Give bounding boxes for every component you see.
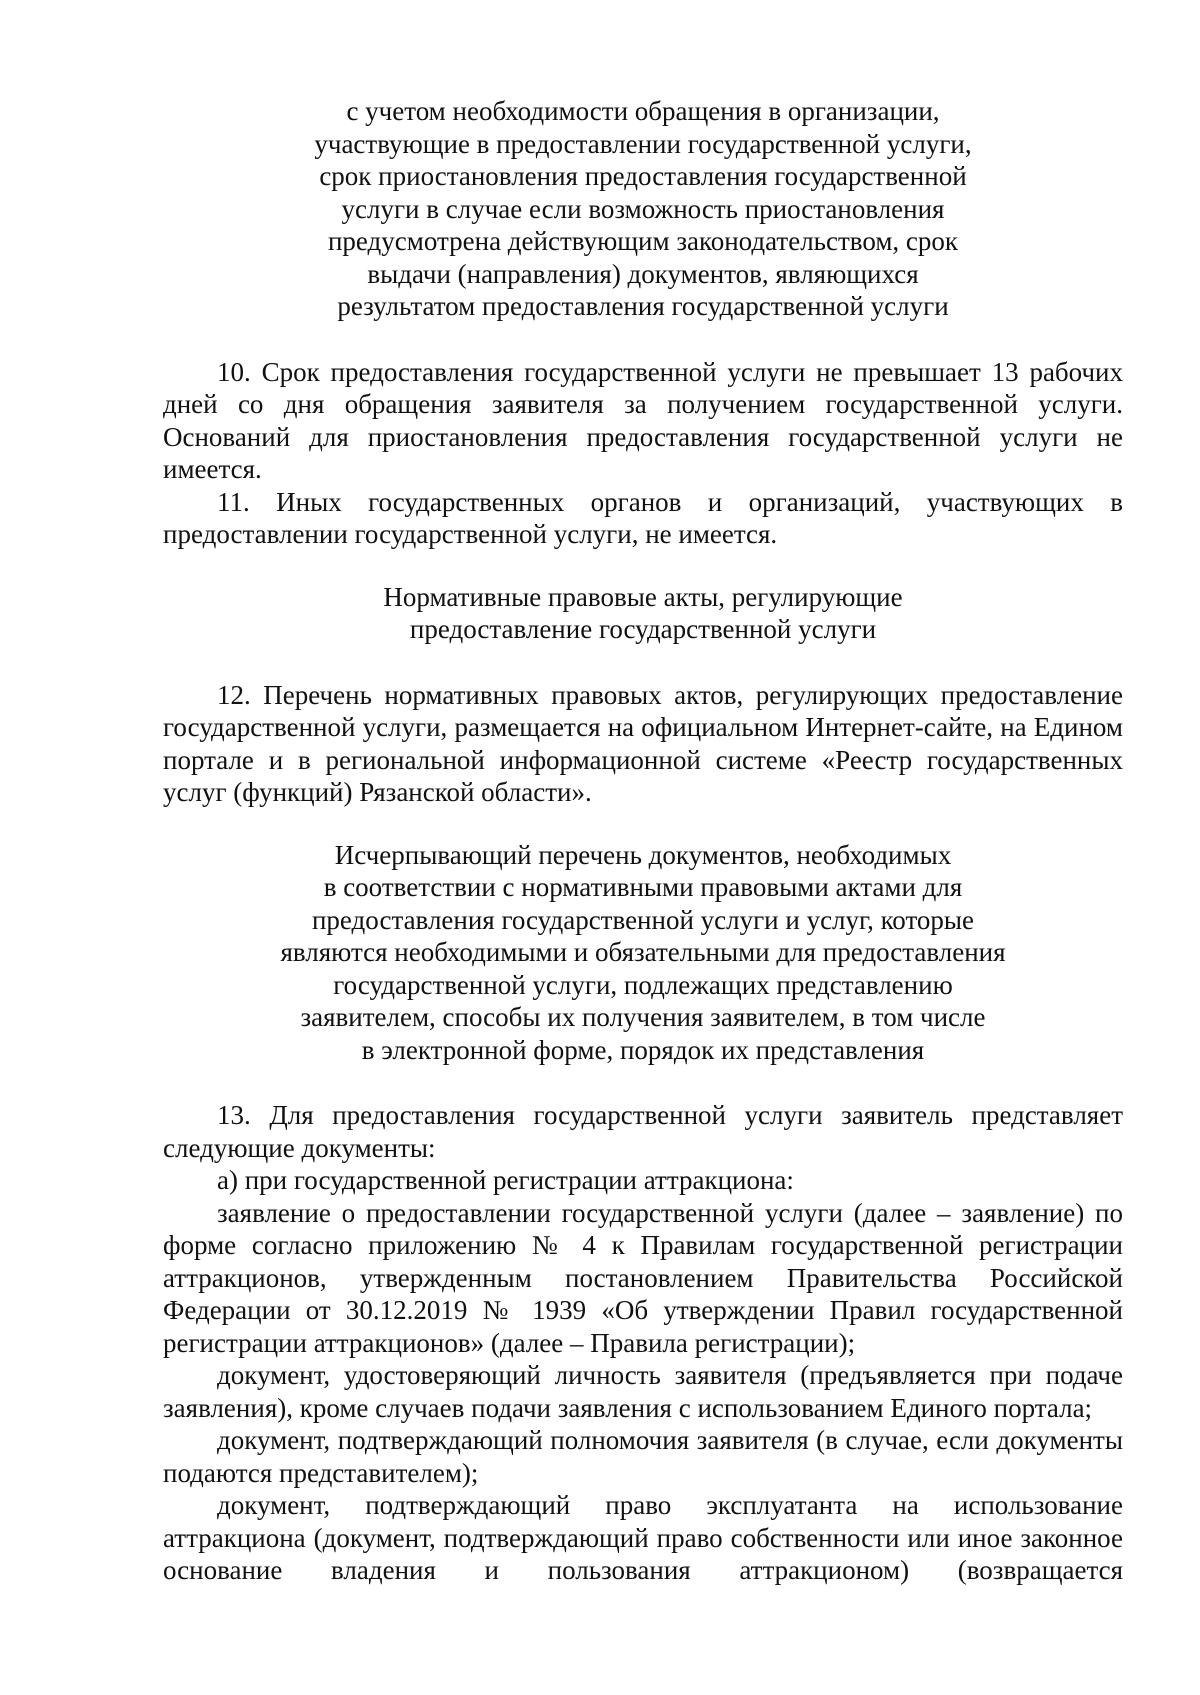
paragraph-10: 10. Срок предоставления государственной услуги не превышает 13 рабочих дней со дня обращения заявителя за получением государственной услуги. Оснований для приостановления предоставления государственной услуги не имеется. (163, 356, 1123, 484)
heading-line: предоставление государственной услуги (409, 614, 877, 644)
heading-line: Нормативные правовые акты, регулирующие (383, 581, 903, 612)
paragraph-13-a-application: заявление о предоставлении государственной услуги (далее – заявление) по форме согласно приложению № 4 к Правилам государственной регистрации аттракционов, утвержденным постановлением Правительства Российской Федерации от 30.12.2019 № 1939 «Об утверждении Правил государственной регистрации аттракционов» (далее – Правила регистрации); (163, 1197, 1123, 1358)
section-heading-legal-acts (163, 581, 1123, 646)
heading-line: заявителем, способы их получения заявителем, в том числе (300, 1002, 986, 1032)
section-heading-terms (163, 95, 1123, 323)
paragraph-11: 11. Иных государственных органов и организаций, участвующих в предоставлении государственной услуги, не имеется. (163, 486, 1123, 549)
heading-line: услуги в случае если возможность приостановления (341, 193, 945, 224)
heading-line: предоставления государственной услуги и услуг, которые (311, 904, 975, 935)
paragraph-13: 13. Для предоставления государственной услуги заявитель представляет следующие документы: (163, 1100, 1123, 1163)
heading-line: срок приостановления предоставления государственной (319, 161, 967, 191)
heading-line: являются необходимыми и обязательными для предоставления (280, 937, 1006, 967)
heading-line: государственной услуги, подлежащих представлению (333, 969, 953, 1000)
paragraph-13-a: а) при государственной регистрации аттракциона: (217, 1165, 794, 1195)
paragraph-12: 12. Перечень нормативных правовых актов, регулирующих предоставление государственной услуги, размещается на официальном Интернет-сайте, на Едином портале и в региональной информационной системе «Реестр государственных услуг (функций) Рязанской области». (163, 679, 1123, 807)
section-heading-documents (163, 839, 1123, 1067)
heading-line: предусмотрена действующим законодательством, срок (327, 226, 959, 256)
paragraph-13-a-right-of-use-document: документ, подтверждающий право эксплуатанта на использование аттракциона (документ, подтверждающий право собственности или иное законное основание владения и пользования аттракционом) (возвращается (163, 1490, 1123, 1585)
heading-line: с учетом необходимости обращения в организации, (346, 96, 940, 126)
heading-line: Исчерпывающий перечень документов, необходимых (334, 839, 952, 870)
heading-line: в соответствии с нормативными правовыми актами для (323, 872, 963, 902)
heading-line: результатом предоставления государственной услуги (337, 291, 949, 321)
paragraph-13-a-identity-document: документ, удостоверяющий личность заявителя (предъявляется при подаче заявления), кроме случаев подачи заявления с использованием Единого портала; (163, 1360, 1123, 1423)
document-body (163, 95, 1123, 1587)
heading-line: выдачи (направления) документов, являющихся (367, 258, 919, 289)
heading-line: в электронной форме, порядок их представления (361, 1034, 925, 1065)
heading-line: участвующие в предоставлении государственной услуги, (314, 128, 972, 159)
paragraph-13-a-authority-document: документ, подтверждающий полномочия заявителя (в случае, если документы подаются представителем); (163, 1425, 1123, 1488)
